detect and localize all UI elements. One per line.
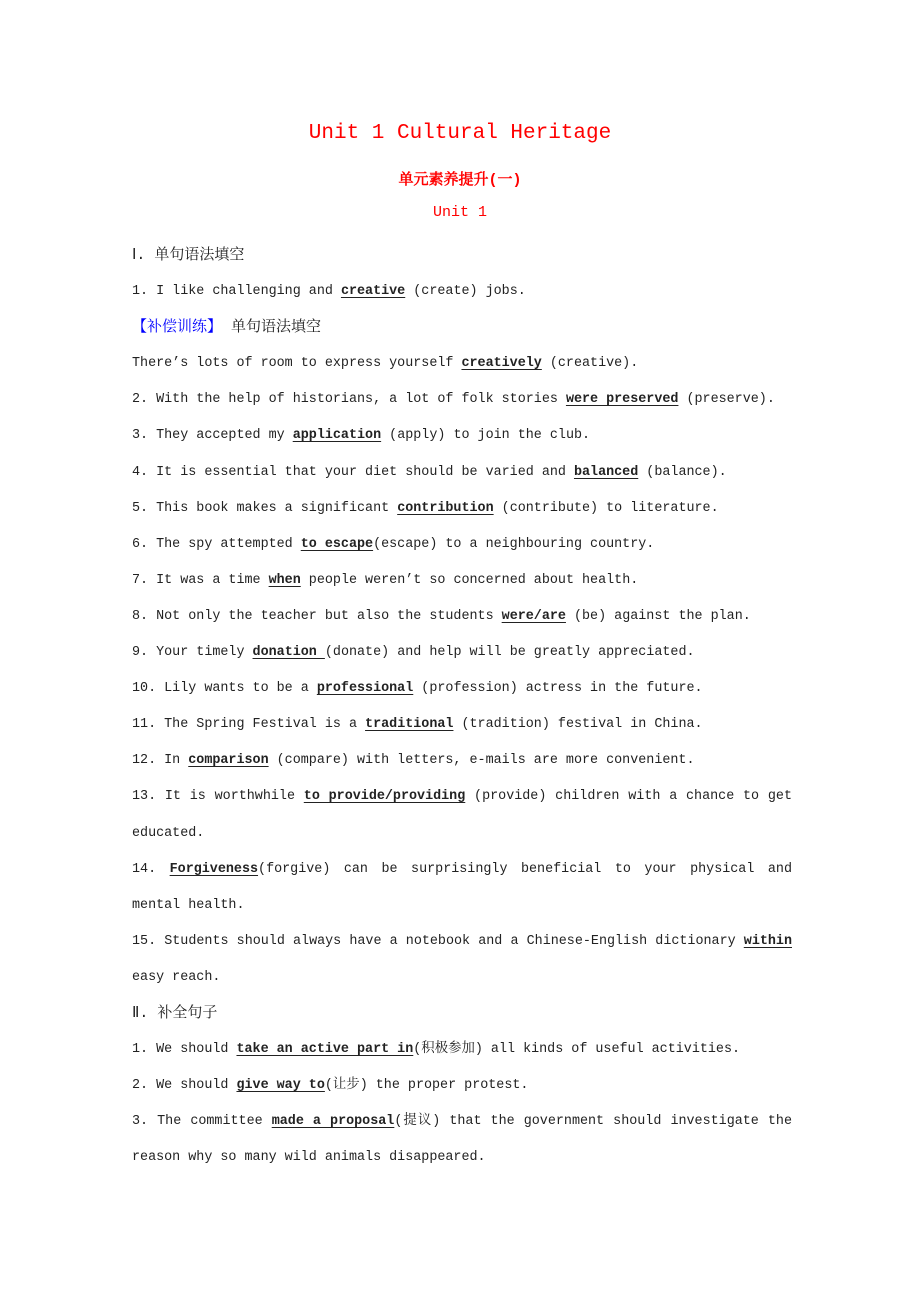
item-text: 9. Your timely xyxy=(132,645,253,661)
item-text: 7. It was a time xyxy=(132,572,269,588)
item-answer: take an active part in xyxy=(236,1042,414,1058)
item-text: 13. It is worthwhile xyxy=(132,789,304,805)
item-text: 14. xyxy=(132,861,170,877)
bonus-heading xyxy=(132,310,792,346)
item-text: 4. It is essential that your diet should be varied and xyxy=(132,464,574,480)
item-text: (compare) with letters, e-mails are more convenient. xyxy=(268,753,695,769)
item-text: 10. Lily wants to be a xyxy=(132,681,317,697)
item-answer: give way to xyxy=(236,1078,325,1094)
item-text: (creative). xyxy=(541,356,639,372)
item-answer: creative xyxy=(340,284,406,300)
item-answer: within xyxy=(743,933,792,949)
item-text: (forgive) can be surprisingly beneficial to your physical and mental health. xyxy=(132,861,792,913)
item-answer: traditional xyxy=(365,717,454,733)
exercise-item xyxy=(132,779,792,851)
item-text: 15. Students should always have a notebook and a Chinese-English dictionary xyxy=(132,933,744,949)
item-text: (provide) children with a chance to get educated. xyxy=(132,789,792,841)
item-answer: professional xyxy=(316,681,414,697)
section-2-items xyxy=(132,1032,792,1176)
section-2-heading: Ⅱ. 补全句子 xyxy=(132,1004,218,1022)
item-text: 6. The spy attempted xyxy=(132,536,301,552)
exercise-item xyxy=(132,599,792,635)
exercise-item xyxy=(132,743,792,779)
item-answer: made a proposal xyxy=(271,1114,395,1130)
exercise-item xyxy=(132,382,792,418)
exercise-item xyxy=(132,924,792,996)
exercise-item xyxy=(132,455,792,491)
exercise-item xyxy=(132,635,792,671)
item-answer: were preserved xyxy=(565,392,679,408)
unit-label: Unit 1 xyxy=(432,204,487,221)
item-answer: balanced xyxy=(573,464,639,480)
item-text: (让步) the proper protest. xyxy=(324,1078,529,1094)
exercise-item xyxy=(132,418,792,454)
item-text: 2. With the help of historians, a lot of folk stories xyxy=(132,392,566,408)
bonus-label: 【补偿训练】 xyxy=(132,319,223,337)
item-text: 8. Not only the teacher but also the students xyxy=(132,608,502,624)
item-text: (donate) and help will be greatly appreciated. xyxy=(324,645,695,661)
item-answer: creatively xyxy=(461,356,542,372)
document-subtitle: 单元素养提升(一) xyxy=(398,172,522,189)
item-answer: comparison xyxy=(188,753,269,769)
section-1-heading: Ⅰ. 单句语法填空 xyxy=(132,247,245,264)
item-text: (preserve). xyxy=(678,392,775,408)
item-text: easy reach. xyxy=(132,969,221,985)
item-text: (profession) actress in the future. xyxy=(413,681,703,697)
item-text: 11. The Spring Festival is a xyxy=(132,717,366,733)
item-text: 3. The committee xyxy=(132,1114,272,1130)
item-text: 1. I like challenging and xyxy=(132,284,341,300)
item-text: people weren’t so concerned about health. xyxy=(300,572,639,588)
item-text: (balance). xyxy=(638,464,727,480)
bonus-text: 单句语法填空 xyxy=(222,319,322,337)
item-text: (contribute) to literature. xyxy=(493,500,719,516)
item-answer: donation xyxy=(252,645,325,661)
item-answer: application xyxy=(292,428,382,444)
section-1-items xyxy=(132,346,792,996)
exercise-item xyxy=(132,852,792,924)
exercise-item xyxy=(132,491,792,527)
item-text: 3. They accepted my xyxy=(132,428,293,444)
item-answer: to provide/providing xyxy=(303,789,466,805)
item-answer: contribution xyxy=(397,500,494,516)
item-text: 1. We should xyxy=(132,1042,237,1058)
item-text: There’s lots of room to express yourself xyxy=(132,356,462,372)
item-answer: were/are xyxy=(501,608,566,624)
item-text: (积极参加) all kinds of useful activities. xyxy=(413,1042,741,1058)
exercise-item xyxy=(132,274,792,310)
exercise-item xyxy=(132,707,792,743)
document-body xyxy=(132,238,792,1176)
exercise-item xyxy=(132,671,792,707)
item-text: (提议) that the government should investigate the reason why so many wild animals disappeared. xyxy=(132,1114,793,1166)
item-text: (be) against the plan. xyxy=(565,608,751,624)
item-text: 5. This book makes a significant xyxy=(132,500,398,516)
exercise-item xyxy=(132,1068,792,1104)
exercise-item xyxy=(132,1032,792,1068)
item-answer: Forgiveness xyxy=(169,861,259,877)
exercise-item xyxy=(132,527,792,563)
exercise-item xyxy=(132,563,792,599)
item-text: (escape) to a neighbouring country. xyxy=(373,536,655,552)
item-text: (create) jobs. xyxy=(405,284,526,300)
item-text: (tradition) festival in China. xyxy=(453,717,703,733)
item-text: 12. In xyxy=(132,753,189,769)
item-answer: to escape xyxy=(300,536,374,552)
exercise-item xyxy=(132,346,792,382)
item-answer: when xyxy=(268,572,301,588)
exercise-item xyxy=(132,1104,792,1176)
document-title: Unit 1 Cultural Heritage xyxy=(308,122,612,145)
item-text: 2. We should xyxy=(132,1078,237,1094)
item-text: (apply) to join the club. xyxy=(381,428,591,444)
